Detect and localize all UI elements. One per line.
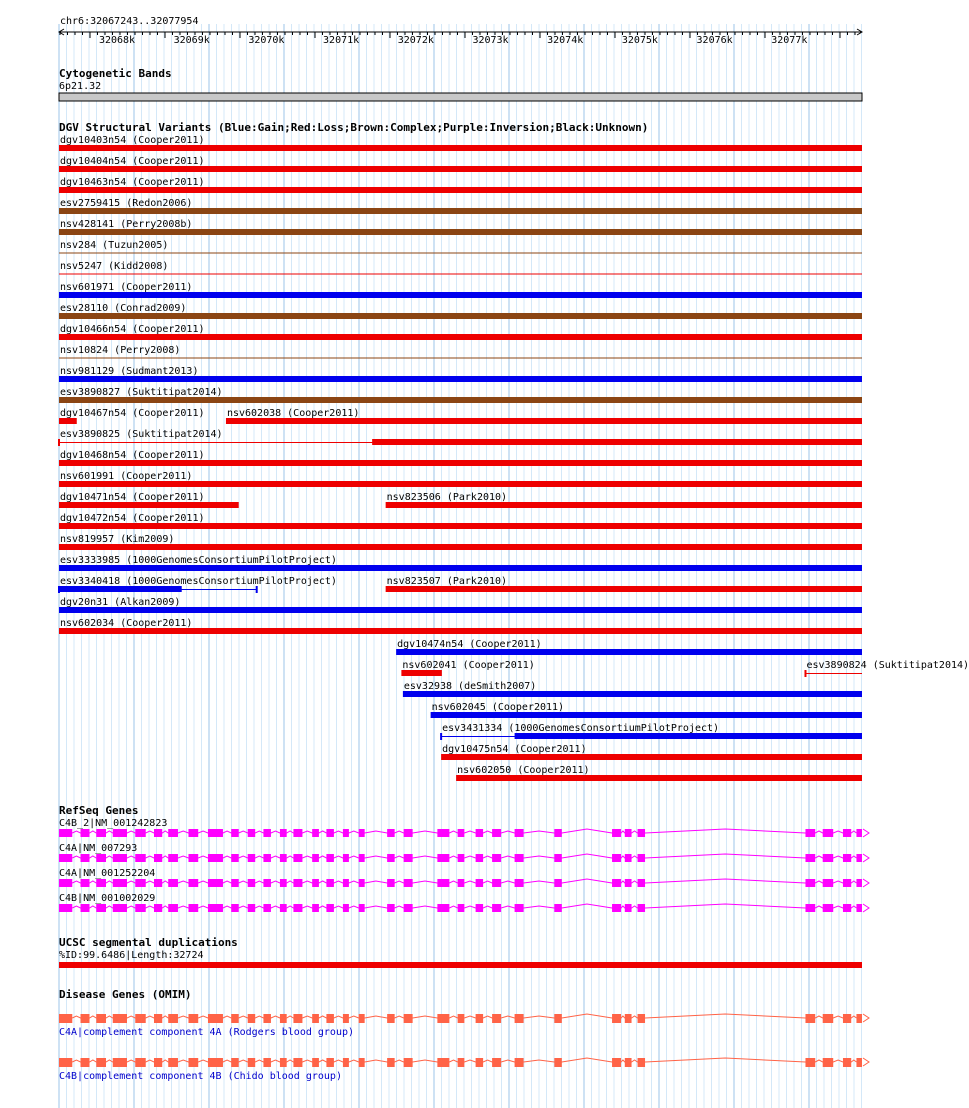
refseq-gene-exon [638,904,645,912]
omim-gene-exon [96,1014,106,1023]
refseq-gene-exon [231,904,238,912]
refseq-title: RefSeq Genes [59,804,139,817]
omim-gene-exon [458,1014,465,1023]
dgv-feature-label: dgv10471n54 (Cooper2011) [60,492,205,503]
omim-gene-exon [404,1014,413,1023]
segdup-title: UCSC segmental duplications [59,936,238,949]
omim-gene-exon [856,1014,862,1023]
refseq-gene-exon [154,829,162,837]
refseq-gene-exon [843,854,851,862]
omim-gene-exon [492,1058,501,1067]
refseq-gene-exon [168,854,178,862]
dgv-feature-label: dgv10468n54 (Cooper2011) [60,450,205,461]
refseq-gene-exon [113,904,127,912]
ruler-tick-label: 32072k [397,35,434,46]
omim-gene-exon [805,1014,815,1023]
dgv-feature-label: nsv602041 (Cooper2011) [402,660,535,671]
dgv-feature-label: nsv602038 (Cooper2011) [226,408,360,419]
refseq-gene-exon [359,829,365,837]
dgv-feature-label: dgv20n31 (Alkan2009) [60,597,181,608]
omim-gene-exon [293,1058,302,1067]
refseq-gene-exon [263,904,270,912]
refseq-gene-exon [404,829,413,837]
omim-gene-exon [263,1058,270,1067]
refseq-gene-exon [326,829,333,837]
refseq-gene-exon [293,829,302,837]
omim-gene-label: C4A|complement component 4A (Rodgers blood group) [59,1027,355,1038]
omim-gene-exon [248,1058,255,1067]
refseq-gene-exon [805,879,815,887]
refseq-gene-exon [612,879,621,887]
omim-gene-exon [231,1014,238,1023]
refseq-gene-strand-arrow [863,879,869,887]
omim-gene-exon [638,1014,645,1023]
refseq-gene-exon [638,854,645,862]
refseq-gene-exon [359,854,365,862]
cytoband-band-label: 6p21.32 [59,81,102,92]
dgv-feature-label: nsv819957 (Kim2009) [60,534,175,545]
omim-gene-exon [81,1058,90,1067]
refseq-gene-exon [208,879,223,887]
refseq-gene-exon [856,854,862,862]
omim-gene-exon [135,1058,145,1067]
refseq-gene-exon [168,904,178,912]
refseq-gene-exon [188,879,198,887]
omim-gene-exon [96,1058,106,1067]
refseq-gene-exon [638,879,645,887]
dgv-feature-label: esv32938 (deSmith2007) [403,681,537,692]
refseq-gene-exon [476,904,483,912]
refseq-gene-exon [437,904,449,912]
refseq-gene-exon [312,829,319,837]
refseq-gene-exon [168,879,178,887]
omim-gene-exon [805,1058,815,1067]
refseq-gene-exon [823,879,833,887]
refseq-gene-exon [458,904,465,912]
refseq-gene-exon [492,854,501,862]
refseq-gene-exon [208,829,223,837]
refseq-gene-exon [554,904,561,912]
omim-gene-strand-arrow [863,1014,869,1022]
refseq-gene-exon [387,879,394,887]
refseq-gene-exon [515,904,524,912]
refseq-gene-exon [326,904,333,912]
refseq-gene-exon [326,879,333,887]
omim-gene-exon [437,1058,449,1067]
ruler-tick-label: 32073k [472,35,509,46]
omim-gene-exon [326,1014,333,1023]
refseq-gene-exon [96,904,106,912]
refseq-gene-exon [515,829,524,837]
refseq-gene-exon [437,879,449,887]
refseq-gene-exon [280,854,287,862]
refseq-gene-exon [554,854,561,862]
refseq-gene-exon [823,854,833,862]
refseq-gene-exon [188,904,198,912]
omim-gene-exon [437,1014,449,1023]
omim-gene-exon [59,1014,72,1023]
dgv-feature-label: dgv10404n54 (Cooper2011) [60,156,205,167]
omim-gene-exon [81,1014,90,1023]
omim-gene-exon [612,1058,621,1067]
omim-gene-exon [113,1058,127,1067]
omim-gene-exon [554,1058,561,1067]
refseq-gene-exon [231,829,238,837]
refseq-gene-label: C4B_2|NM_001242823 [59,818,168,829]
dgv-feature-label: nsv602045 (Cooper2011) [431,702,565,713]
refseq-gene-exon [554,829,561,837]
segdup-label: %ID:99.6486|Length:32724 [59,950,204,961]
refseq-gene-exon [476,829,483,837]
refseq-gene-exon [280,829,287,837]
refseq-gene-exon [293,854,302,862]
dgv-feature-label: esv3333985 (1000GenomesConsortiumPilotProject) [60,555,337,566]
dgv-feature-label: esv3890825 (Suktitipat2014) [60,429,223,440]
omim-gene-exon [612,1014,621,1023]
refseq-gene-exon [263,879,270,887]
refseq-gene-exon [113,829,127,837]
omim-gene-exon [312,1014,319,1023]
refseq-gene-strand-arrow [863,854,869,862]
refseq-gene-exon [823,829,833,837]
omim-gene-exon [208,1014,223,1023]
refseq-gene-exon [856,829,862,837]
refseq-gene-exon [96,854,106,862]
refseq-gene-exon [188,829,198,837]
omim-gene-exon [856,1058,862,1067]
refseq-gene-exon [154,854,162,862]
omim-gene-exon [168,1014,178,1023]
refseq-gene-exon [843,879,851,887]
refseq-gene-exon [81,854,90,862]
omim-gene-exon [476,1058,483,1067]
refseq-gene-exon [343,829,349,837]
cytoband-title: Cytogenetic Bands [59,67,172,80]
refseq-gene-exon [326,854,333,862]
dgv-feature-label: dgv10472n54 (Cooper2011) [60,513,205,524]
dgv-feature-label: nsv823507 (Park2010) [386,576,508,587]
refseq-gene-exon [231,879,238,887]
omim-gene-exon [154,1014,162,1023]
dgv-feature-label: dgv10475n54 (Cooper2011) [442,744,587,755]
refseq-gene-exon [113,879,127,887]
refseq-gene-exon [59,829,72,837]
ruler-tick-label: 32069k [173,35,210,46]
refseq-gene-exon [248,879,255,887]
refseq-gene-exon [612,829,621,837]
refseq-gene-exon [805,854,815,862]
refseq-gene-exon [554,879,561,887]
omim-gene-exon [168,1058,178,1067]
refseq-gene-exon [343,854,349,862]
omim-gene-exon [387,1014,394,1023]
refseq-gene-exon [492,829,501,837]
omim-gene-exon [263,1014,270,1023]
refseq-gene-exon [293,879,302,887]
dgv-feature-label: esv3890827 (Suktitipat2014) [60,387,223,398]
refseq-gene-exon [823,904,833,912]
omim-gene-exon [280,1014,287,1023]
refseq-gene-exon [359,904,365,912]
refseq-gene-exon [96,879,106,887]
omim-gene-exon [59,1058,72,1067]
dgv-feature-label: dgv10474n54 (Cooper2011) [397,639,542,650]
dgv-feature-label: nsv5247 (Kidd2008) [60,261,169,272]
omim-gene-exon [387,1058,394,1067]
omim-gene-exon [359,1058,365,1067]
omim-gene-exon [625,1014,632,1023]
refseq-gene-exon [515,854,524,862]
refseq-gene-exon [404,879,413,887]
refseq-gene-exon [458,854,465,862]
dgv-feature-label: nsv10824 (Perry2008) [60,345,181,356]
refseq-gene-exon [188,854,198,862]
omim-gene-exon [188,1014,198,1023]
refseq-gene-exon [404,854,413,862]
dgv-feature-label: nsv602050 (Cooper2011) [457,765,590,776]
omim-gene-exon [326,1058,333,1067]
omim-gene-exon [476,1014,483,1023]
refseq-gene-exon [135,904,145,912]
refseq-gene-exon [135,879,145,887]
refseq-gene-exon [843,829,851,837]
omim-gene-exon [188,1058,198,1067]
dgv-feature-label: dgv10403n54 (Cooper2011) [60,135,205,146]
dgv-feature-label: dgv10466n54 (Cooper2011) [60,324,205,335]
cytoband-bar[interactable] [59,93,862,101]
refseq-gene-strand-arrow [863,829,869,837]
omim-gene-exon [154,1058,162,1067]
refseq-gene-exon [612,854,621,862]
dgv-feature-label: esv3340418 (1000GenomesConsortiumPilotProject) [60,576,337,587]
refseq-gene-exon [81,904,90,912]
omim-gene-exon [280,1058,287,1067]
refseq-gene-exon [208,904,223,912]
refseq-gene-exon [476,854,483,862]
dgv-feature-label: esv28110 (Conrad2009) [60,303,187,314]
dgv-feature-label: nsv981129 (Sudmant2013) [60,366,199,377]
refseq-gene-exon [343,879,349,887]
dgv-feature-label: nsv284 (Tuzun2005) [60,240,169,251]
refseq-gene-exon [387,904,394,912]
omim-gene-exon [404,1058,413,1067]
dgv-feature-bar [59,544,862,550]
omim-gene-exon [248,1014,255,1023]
omim-gene-exon [492,1014,501,1023]
refseq-gene-strand-arrow [863,904,869,912]
refseq-gene-exon [387,829,394,837]
refseq-gene-exon [312,904,319,912]
refseq-gene-exon [612,904,621,912]
refseq-gene-exon [154,879,162,887]
refseq-gene-exon [263,854,270,862]
omim-gene-exon [625,1058,632,1067]
refseq-gene-exon [638,829,645,837]
refseq-gene-exon [135,829,145,837]
omim-gene-exon [343,1014,349,1023]
refseq-gene-exon [458,879,465,887]
refseq-gene-exon [135,854,145,862]
refseq-gene-exon [625,904,632,912]
refseq-gene-exon [263,829,270,837]
refseq-gene-exon [248,829,255,837]
refseq-gene-exon [293,904,302,912]
refseq-gene-exon [59,879,72,887]
refseq-gene-exon [625,879,632,887]
ruler-location: chr6:32067243..32077954 [60,16,199,27]
dgv-feature-bar [372,439,862,445]
dgv-feature-label: esv3431334 (1000GenomesConsortiumPilotProject) [442,723,720,734]
ruler-tick-label: 32071k [323,35,360,46]
refseq-gene-exon [312,879,319,887]
refseq-gene-exon [625,854,632,862]
dgv-title: DGV Structural Variants (Blue:Gain;Red:Loss;Brown:Complex;Purple:Inversion;Black:Unknown) [59,121,649,134]
refseq-gene-exon [387,854,394,862]
refseq-gene-exon [59,854,72,862]
omim-gene-exon [823,1058,833,1067]
refseq-gene-exon [856,904,862,912]
dgv-feature-label: esv2759415 (Redon2006) [60,198,193,209]
omim-gene-exon [343,1058,349,1067]
omim-gene-exon [231,1058,238,1067]
refseq-gene-exon [154,904,162,912]
refseq-gene-exon [404,904,413,912]
refseq-gene-exon [113,854,127,862]
omim-gene-exon [554,1014,561,1023]
segdup-bar[interactable] [59,962,862,968]
refseq-gene-exon [515,879,524,887]
refseq-gene-label: C4A|NM_001252204 [59,868,156,879]
refseq-gene-exon [280,904,287,912]
refseq-gene-exon [248,904,255,912]
omim-gene-exon [458,1058,465,1067]
refseq-gene-exon [856,879,862,887]
omim-gene-exon [823,1014,833,1023]
dgv-feature-label: esv3890824 (Suktitipat2014) [806,660,969,671]
refseq-gene-exon [805,829,815,837]
ruler-tick-label: 32075k [621,35,658,46]
ruler-tick-label: 32077k [771,35,808,46]
ruler-tick-label: 32076k [696,35,733,46]
dgv-feature-label: nsv601971 (Cooper2011) [60,282,193,293]
ruler-tick-label: 32074k [547,35,584,46]
refseq-gene-exon [168,829,178,837]
refseq-gene-exon [81,879,90,887]
refseq-gene-exon [458,829,465,837]
omim-title: Disease Genes (OMIM) [59,988,192,1001]
omim-gene-exon [208,1058,223,1067]
refseq-gene-exon [312,854,319,862]
omim-gene-label: C4B|complement component 4B (Chido blood group) [59,1071,342,1082]
refseq-gene-exon [280,879,287,887]
refseq-gene-exon [231,854,238,862]
omim-gene-exon [515,1014,524,1023]
refseq-gene-exon [208,854,223,862]
refseq-gene-exon [343,904,349,912]
dgv-feature-label: nsv602034 (Cooper2011) [60,618,193,629]
ruler-tick-label: 32068k [98,35,136,46]
omim-gene-strand-arrow [863,1058,869,1066]
dgv-feature-label: dgv10467n54 (Cooper2011) [60,408,205,419]
dgv-feature-label: nsv823506 (Park2010) [386,492,508,503]
omim-gene-exon [312,1058,319,1067]
dgv-feature-label: nsv601991 (Cooper2011) [60,471,193,482]
refseq-gene-exon [476,879,483,887]
refseq-gene-exon [625,829,632,837]
refseq-gene-exon [492,904,501,912]
omim-gene-exon [638,1058,645,1067]
refseq-gene-label: C4A|NM_007293 [59,843,138,854]
omim-gene-exon [113,1014,127,1023]
omim-gene-exon [843,1014,851,1023]
omim-gene-exon [293,1014,302,1023]
refseq-gene-exon [359,879,365,887]
refseq-gene-exon [492,879,501,887]
refseq-gene-exon [437,854,449,862]
omim-gene-exon [515,1058,524,1067]
refseq-gene-exon [843,904,851,912]
ruler-tick-label: 32070k [248,35,285,46]
omim-gene-exon [135,1014,145,1023]
dgv-feature-label: nsv428141 (Perry2008b) [60,219,193,230]
refseq-gene-exon [437,829,449,837]
refseq-gene-exon [81,829,90,837]
omim-gene-exon [843,1058,851,1067]
refseq-gene-label: C4B|NM_001002029 [59,893,156,904]
refseq-gene-exon [59,904,72,912]
refseq-gene-exon [248,854,255,862]
omim-gene-exon [359,1014,365,1023]
refseq-gene-exon [96,829,106,837]
dgv-feature-label: dgv10463n54 (Cooper2011) [60,177,205,188]
refseq-gene-exon [805,904,815,912]
